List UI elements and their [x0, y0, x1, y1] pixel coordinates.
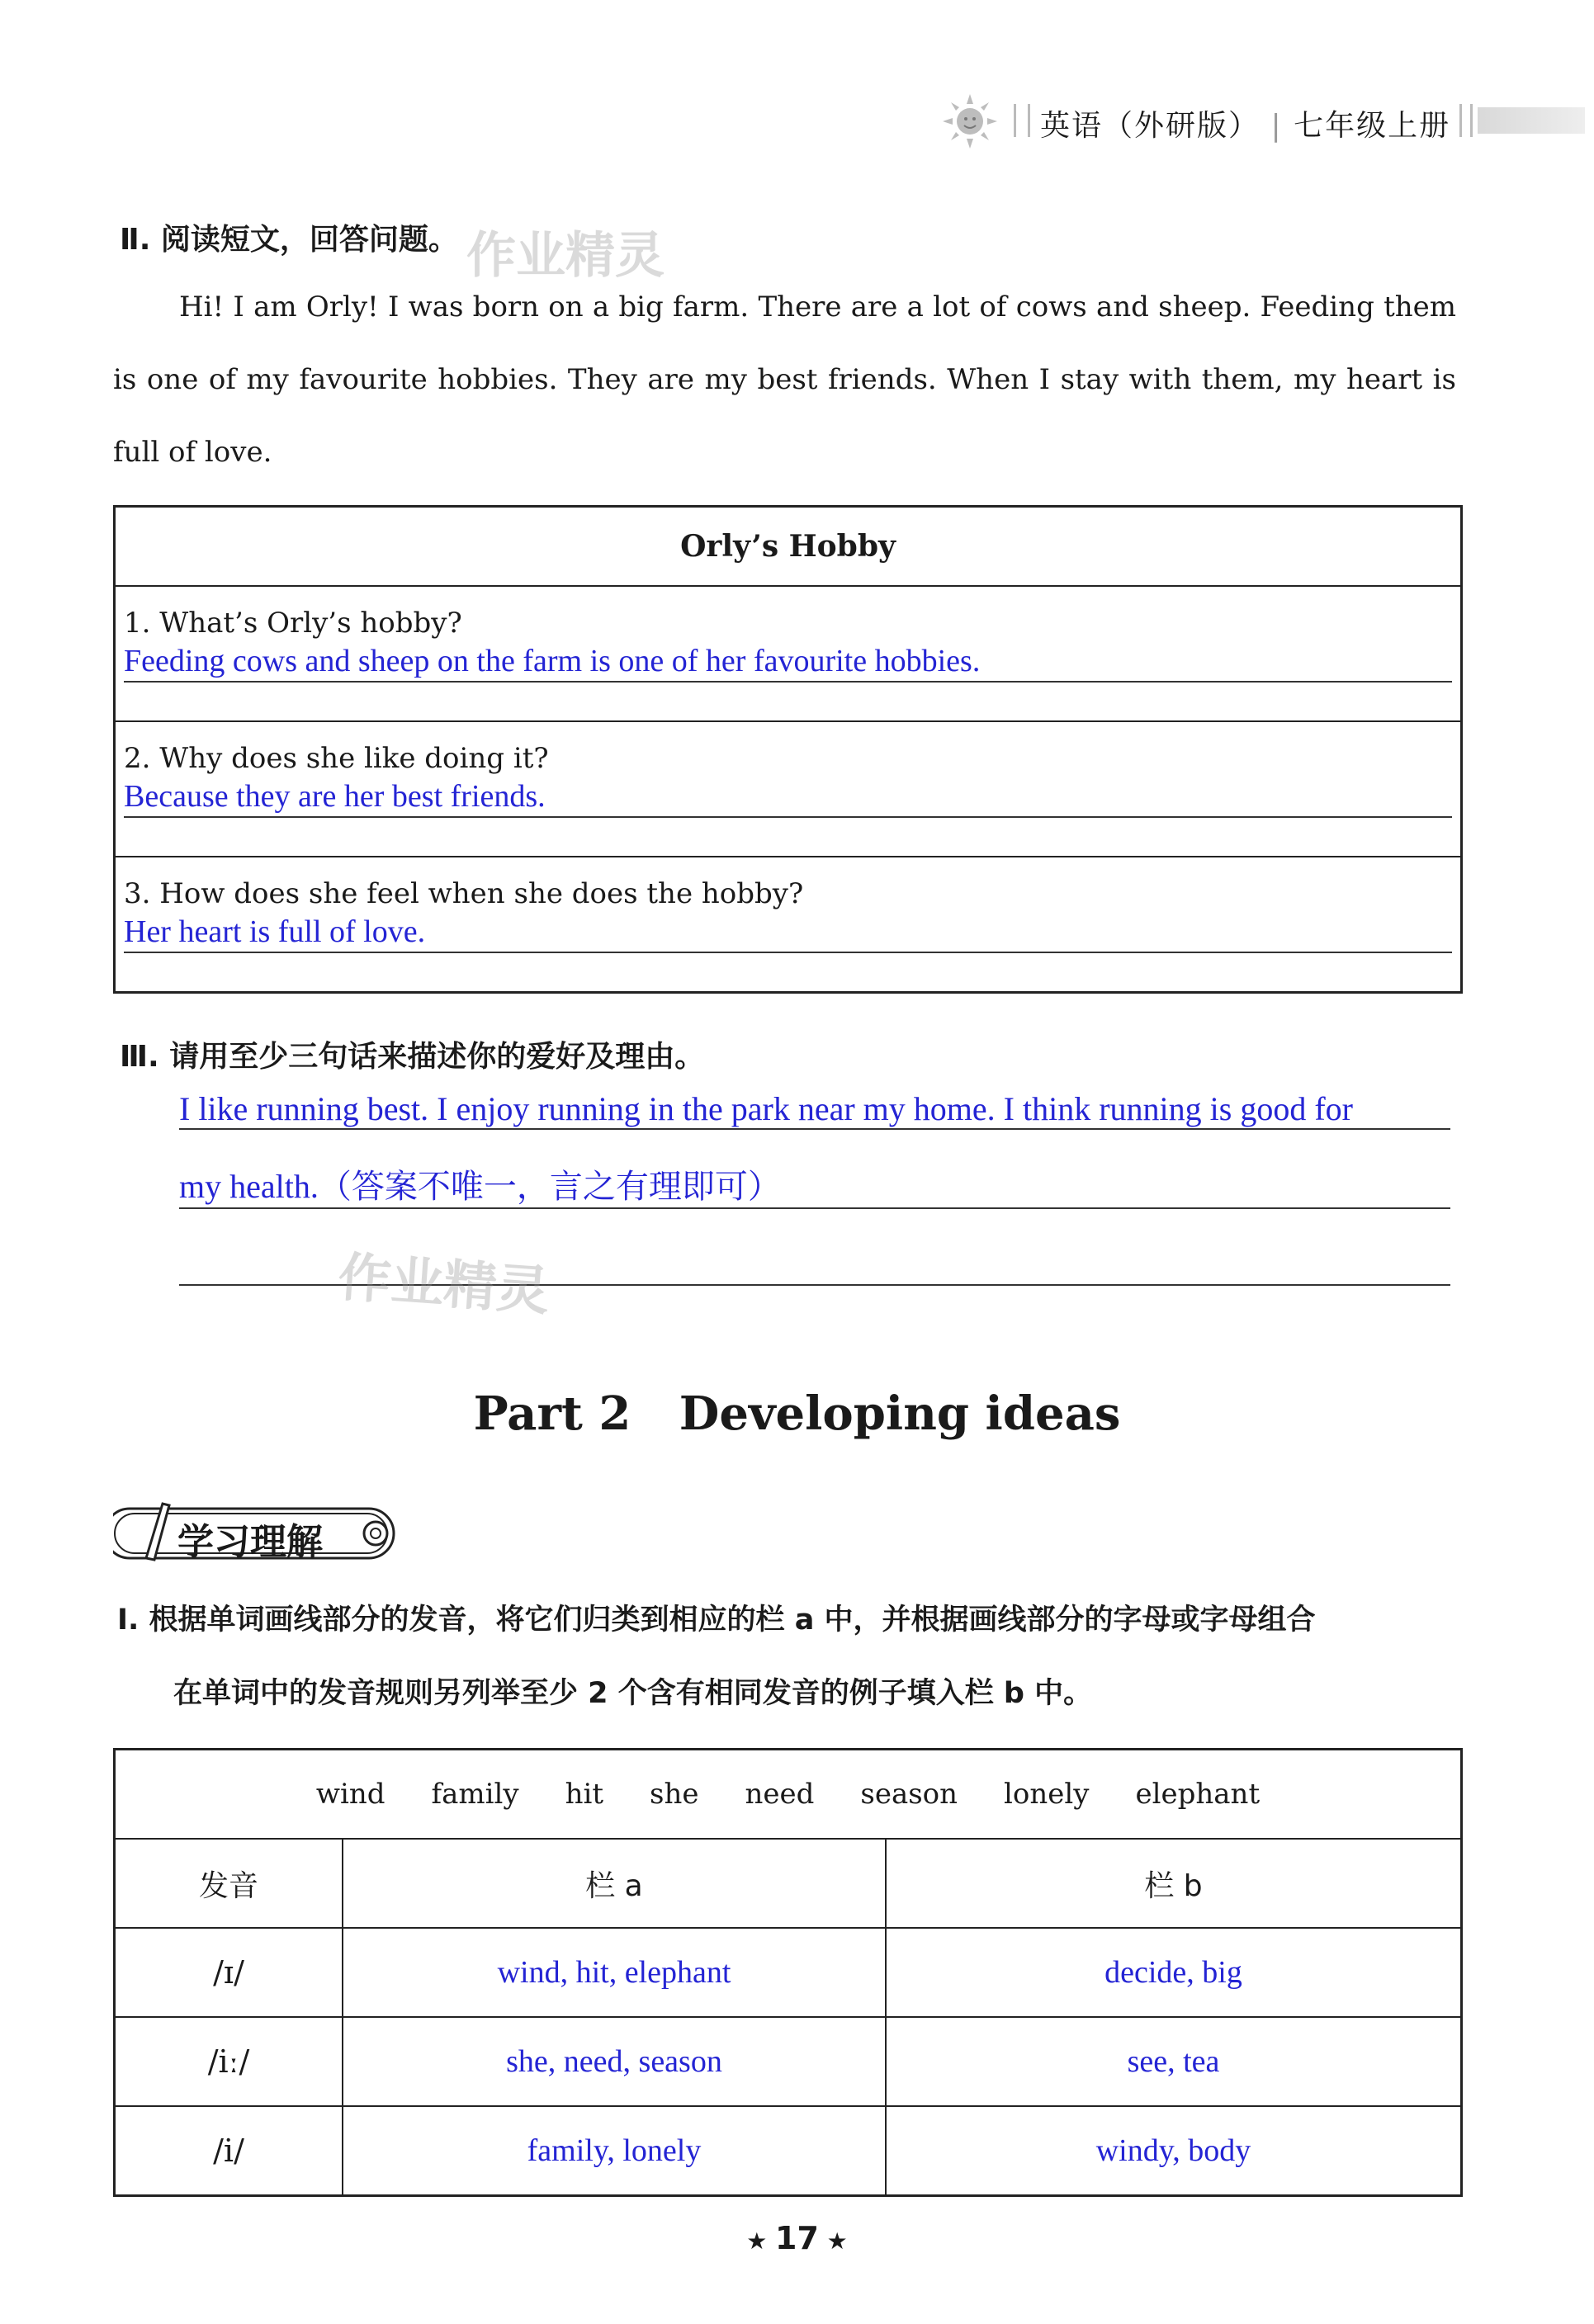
writing-line-1: I like running best. I enjoy running in the park near my home. I think running is good for: [179, 1089, 1450, 1130]
section-2-title: Ⅱ. 阅读短文，回答问题。: [120, 223, 458, 257]
page-number: [0, 2220, 1594, 2256]
header-divider: [1459, 104, 1473, 137]
star-icon: ★: [746, 2227, 776, 2255]
col-b-cell: see, tea: [886, 2017, 1462, 2106]
word: elephant: [1135, 1778, 1261, 1811]
badge-label: 学习理解: [177, 1521, 323, 1563]
part-title: Part 2 Developing ideas: [473, 1386, 1121, 1441]
header-separator: |: [1270, 109, 1283, 143]
answer-3: Her heart is full of love.: [124, 914, 1452, 953]
header-subject: 英语（外研版）: [1040, 109, 1261, 143]
sound-cell: /iː/: [115, 2017, 343, 2106]
word: season: [860, 1778, 958, 1811]
header-sound: 发音: [115, 1839, 343, 1928]
question-cell: [115, 721, 1462, 857]
question-2: 2. Why does she like doing it?: [124, 742, 549, 775]
answer-2: Because they are her best friends.: [124, 778, 1452, 818]
word: need: [745, 1778, 815, 1811]
col-a-cell: family, lonely: [343, 2106, 886, 2196]
word-bank-cell: [115, 1750, 1462, 1840]
header-col-b: 栏 b: [886, 1839, 1462, 1928]
word-bank: [116, 1778, 1459, 1811]
page-header: [941, 89, 1585, 155]
watermark: 作业精灵: [466, 227, 665, 285]
section-3-title: Ⅲ. 请用至少三句话来描述你的爱好及理由。: [120, 1040, 705, 1074]
phonics-instruction-1: Ⅰ. 根据单词画线部分的发音，将它们归类到相应的栏 a 中，并根据画线部分的字母或字母组合: [117, 1604, 1316, 1637]
header-col-a: 栏 a: [343, 1839, 886, 1928]
learning-badge: [113, 1500, 402, 1566]
word: hit: [565, 1778, 604, 1811]
sound-cell: /i/: [115, 2106, 343, 2196]
question-cell: [115, 857, 1462, 992]
watermark: 作业精灵: [336, 1247, 551, 1323]
question-1: 1. What’s Orly’s hobby?: [124, 607, 462, 640]
sound-cell: /ɪ/: [115, 1928, 343, 2017]
question-cell: [115, 586, 1462, 721]
col-a-cell: wind, hit, elephant: [343, 1928, 886, 2017]
word: she: [650, 1778, 699, 1811]
word: wind: [315, 1778, 385, 1811]
word: lonely: [1004, 1778, 1090, 1811]
col-b-cell: windy, body: [886, 2106, 1462, 2196]
hobby-table-title: Orly’s Hobby: [115, 507, 1462, 587]
col-a-cell: she, need, season: [343, 2017, 886, 2106]
phonics-table: [113, 1748, 1463, 2197]
page-number-value: 17: [775, 2220, 819, 2256]
answer-1: Feeding cows and sheep on the farm is one of her favourite hobbies.: [124, 643, 1452, 683]
writing-line-2: my health.（答案不唯一，言之有理即可）: [179, 1160, 1450, 1209]
hobby-table: [113, 505, 1463, 994]
header-decoration: [1478, 107, 1585, 134]
question-3: 3. How does she feel when she does the hobby?: [124, 877, 804, 910]
col-b-cell: decide, big: [886, 1928, 1462, 2017]
word: family: [431, 1778, 519, 1811]
header-grade: 七年级上册: [1294, 109, 1451, 143]
star-icon: ★: [818, 2227, 848, 2255]
reading-passage: Hi! I am Orly! I was born on a big farm. There are a lot of cows and sheep. Feeding them is one of my favourite hobbies. They are my best friends. When I stay with them, my heart is full of love.: [113, 290, 1456, 469]
sun-icon: [941, 92, 999, 150]
phonics-instruction-2: 在单词中的发音规则另列举至少 2 个含有相同发音的例子填入栏 b 中。: [173, 1677, 1093, 1710]
header-divider: [1014, 104, 1030, 137]
